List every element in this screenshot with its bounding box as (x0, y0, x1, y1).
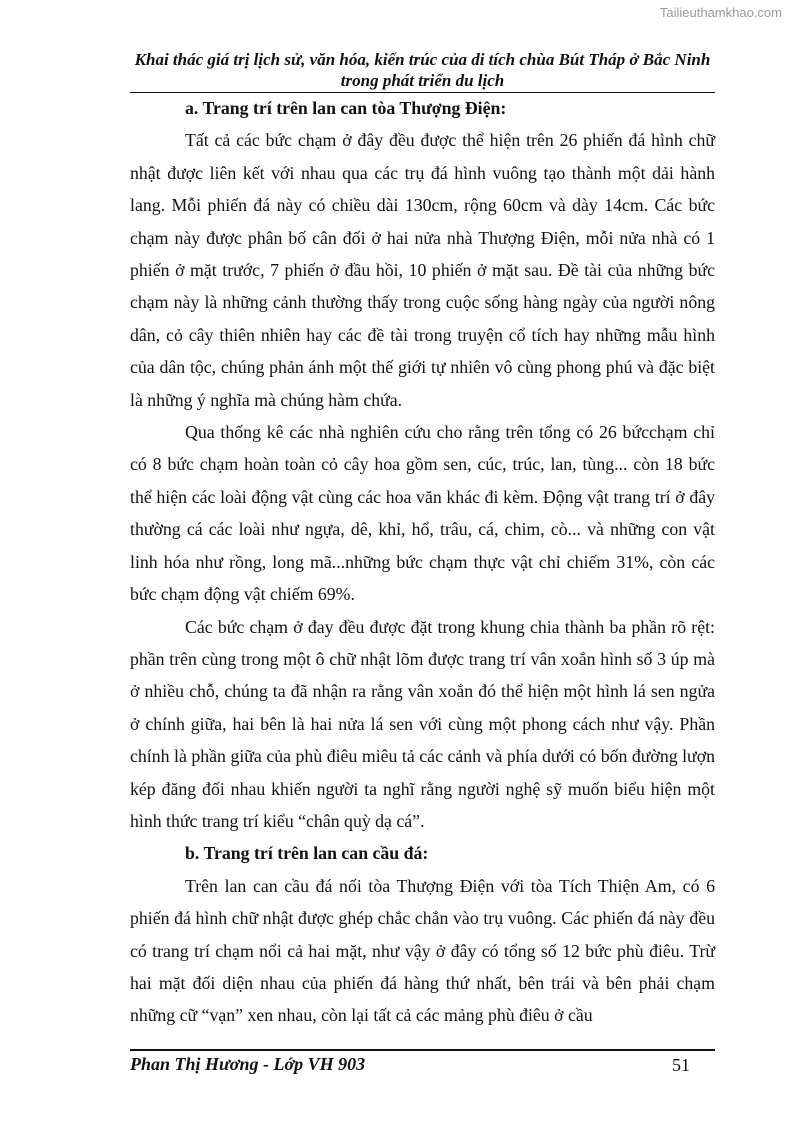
paragraph: Các bức chạm ở đay đều được đặt trong khung chia thành ba phần rõ rệt: phần trên cùng trong một ô chữ nhật lõm được trang trí vân xoắn hình số 3 úp mà ở nhiều chỗ, chúng ta đã nhận ra rằng vân xoắn đó thể hiện một hình lá sen ngửa ở chính giữa, hai bên là hai nửa lá sen với cùng một phong cách như vậy. Phần chính là phần giữa của phù điêu miêu tả các cảnh và phía dưới có bốn đường lượn kép đăng đối nhau khiến người ta nghĩ rằng người nghệ sỹ muốn biểu hiện một hình thức trang trí kiểu “chân quỳ dạ cá”. (130, 616, 715, 831)
section-heading-a: a. Trang trí trên lan can tòa Thượng Điện: (185, 98, 507, 118)
paragraph: Trên lan can cầu đá nối tòa Thượng Điện với tòa Tích Thiện Am, có 6 phiến đá hình chữ nhật được ghép chắc chắn vào trụ vuông. Các phiến đá này đều có trang trí chạm nổi cả hai mặt, như vậy ở đây có tổng số 12 bức phù điêu. Trừ hai mặt đối diện nhau của phiến đá hàng thứ nhất, bên trái và bên phải chạm những cữ “vạn” xen nhau, còn lại tất cả các mảng phù điêu ở cầu (130, 875, 715, 1026)
footer-author: Phan Thị Hương - Lớp VH 903 (130, 1054, 366, 1074)
footer-divider (130, 1049, 715, 1051)
body-text (130, 92, 715, 1032)
section-heading-b: b. Trang trí trên lan can cầu đá: (185, 843, 429, 864)
watermark: Tailieuthamkhao.com (659, 5, 782, 20)
paragraph: Qua thống kê các nhà nghiên cứu cho rằng trên tổng có 26 bứcchạm chỉ có 8 bức chạm hoàn toàn cỏ cây hoa gồm sen, cúc, trúc, lan, tùng... còn 18 bức thể hiện các loài động vật cùng các hoa văn khác đi kèm. Động vật trang trí ở đây thường cá các loài như ngựa, dê, khỉ, hổ, trâu, cá, chim, cò... và những con vật linh hóa như rồng, long mã...những bức chạm thực vật chỉ chiếm 31%, còn các bức chạm động vật chiếm 69%. (130, 422, 715, 605)
page-number: 51 (672, 1055, 690, 1075)
running-header: Khai thác giá trị lịch sử, văn hóa, kiến trúc của di tích chùa Bút Tháp ở Bắc Ninh trong phát triển du lịch (134, 50, 711, 90)
paragraph: Tất cả các bức chạm ở đây đều được thể hiện trên 26 phiến đá hình chữ nhật được liên kết với nhau qua các trụ đá hình vuông tạo thành một dải hành lang. Mỗi phiến đá này có chiều dài 130cm, rộng 60cm và dày 14cm. Các bức chạm này được phân bố cân đối ở hai nửa nhà Thượng Điện, mỗi nửa nhà có 1 phiến ở mặt trước, 7 phiến ở đầu hồi, 10 phiến ở mặt sau. Đề tài của những bức chạm này là những cảnh thường thấy trong cuộc sống hàng ngày của người nông dân, cỏ cây thiên nhiên hay các đề tài trong truyện cổ tích hay những mẫu hình của dân tộc, chúng phản ánh một thế giới tự nhiên vô cùng phong phú và đặc biệt là những ý nghĩa mà chúng hàm chứa. (130, 130, 715, 410)
